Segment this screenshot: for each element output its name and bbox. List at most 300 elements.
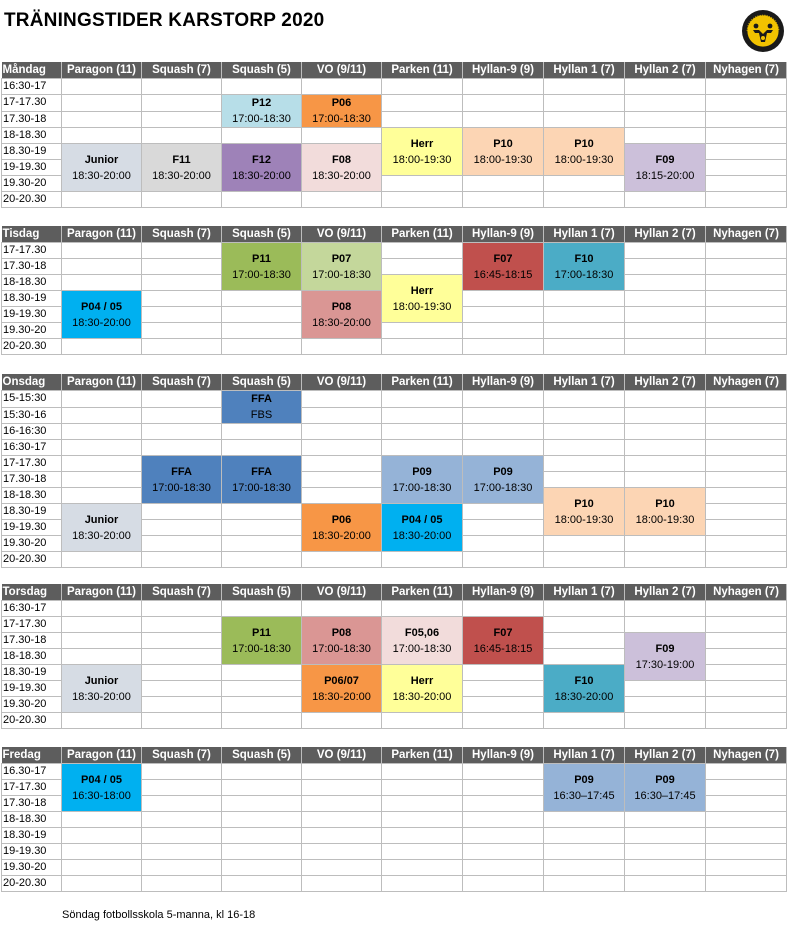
time-slot: 18-18.30 — [2, 649, 62, 665]
empty-cell — [544, 552, 625, 568]
table-row — [2, 339, 787, 355]
empty-cell — [625, 192, 706, 208]
empty-cell — [222, 665, 302, 681]
time-slot: 18-18.30 — [2, 275, 62, 291]
time-range: 17:00-18:30 — [312, 113, 371, 125]
column-header: Hyllan 1 (7) — [544, 374, 625, 391]
column-header: VO (9/11) — [302, 374, 382, 391]
table-row — [2, 424, 787, 440]
time-slot: 18.30-19 — [2, 504, 62, 520]
empty-cell — [302, 552, 382, 568]
empty-cell — [706, 424, 787, 440]
empty-cell — [625, 552, 706, 568]
time-range: 18:30-20:00 — [72, 316, 131, 329]
table-row — [2, 844, 787, 860]
time-slot: 19.30-20 — [2, 176, 62, 192]
time-slot: 18-18.30 — [2, 488, 62, 504]
empty-cell — [544, 391, 625, 408]
empty-cell — [706, 95, 787, 112]
time-slot: 19-19.30 — [2, 681, 62, 697]
empty-cell — [706, 144, 787, 160]
empty-cell — [142, 111, 222, 128]
empty-cell — [706, 764, 787, 780]
team-code: P08 — [331, 626, 352, 639]
empty-cell — [544, 472, 625, 488]
empty-cell — [544, 812, 625, 828]
team-code: FFA — [171, 465, 192, 478]
column-header: Parken (11) — [382, 226, 463, 243]
empty-cell — [222, 713, 302, 729]
empty-cell — [142, 339, 222, 355]
column-header: VO (9/11) — [302, 226, 382, 243]
time-range: 18:30-20:00 — [312, 316, 371, 329]
time-slot: 16-16:30 — [2, 424, 62, 440]
training-block — [625, 764, 706, 812]
training-block — [382, 665, 463, 713]
training-block — [302, 291, 382, 339]
empty-cell — [382, 79, 463, 95]
empty-cell — [463, 681, 544, 697]
team-code: Herr — [410, 284, 434, 297]
empty-cell — [706, 649, 787, 665]
table-row — [2, 812, 787, 828]
column-header: Hyllan-9 (9) — [463, 374, 544, 391]
time-slot: 17.30-18 — [2, 796, 62, 812]
empty-cell — [302, 796, 382, 812]
training-block — [142, 144, 222, 192]
time-slot: 19-19.30 — [2, 520, 62, 536]
empty-cell — [382, 243, 463, 259]
empty-cell — [706, 259, 787, 275]
column-header: Hyllan-9 (9) — [463, 226, 544, 243]
empty-cell — [142, 780, 222, 796]
team-code: F08 — [332, 153, 351, 166]
empty-cell — [222, 79, 302, 95]
table-row — [2, 601, 787, 617]
empty-cell — [142, 860, 222, 876]
empty-cell — [382, 876, 463, 892]
empty-cell — [382, 860, 463, 876]
time-range: 18:30-20:00 — [554, 690, 614, 703]
empty-cell — [706, 291, 787, 307]
time-range: 17:00-18:30 — [152, 481, 211, 494]
empty-cell — [142, 520, 222, 536]
empty-cell — [62, 812, 142, 828]
day-name: Tisdag — [2, 226, 62, 243]
time-range: 17:00-18:30 — [312, 642, 371, 655]
time-slot: 19.30-20 — [2, 697, 62, 713]
empty-cell — [142, 633, 222, 649]
time-slot: 15:30-16 — [2, 407, 62, 424]
time-range: 18:30-20:00 — [392, 690, 452, 703]
empty-cell — [302, 601, 382, 617]
training-block — [62, 291, 142, 339]
empty-cell — [222, 192, 302, 208]
day-name: Fredag — [2, 747, 62, 764]
empty-cell — [625, 407, 706, 424]
empty-cell — [62, 192, 142, 208]
time-range: 18:00-19:30 — [473, 153, 533, 166]
empty-cell — [382, 796, 463, 812]
time-slot: 17-17.30 — [2, 617, 62, 633]
empty-cell — [142, 391, 222, 408]
empty-cell — [142, 407, 222, 424]
time-range: 18:30-20:00 — [312, 169, 371, 182]
empty-cell — [142, 876, 222, 892]
empty-cell — [625, 95, 706, 112]
team-code: Junior — [84, 513, 119, 526]
column-header: VO (9/11) — [302, 747, 382, 764]
empty-cell — [706, 780, 787, 796]
time-range: 18:30-20:00 — [72, 690, 131, 703]
schedule-table — [1, 374, 787, 568]
training-block — [302, 144, 382, 192]
empty-cell — [302, 488, 382, 504]
empty-cell — [463, 192, 544, 208]
empty-cell — [463, 339, 544, 355]
time-range: 17:00-18:30 — [312, 268, 371, 281]
empty-cell — [544, 407, 625, 424]
empty-cell — [382, 713, 463, 729]
time-range: 18:15-20:00 — [635, 169, 695, 182]
empty-cell — [302, 876, 382, 892]
team-code: Herr — [410, 674, 434, 687]
club-crest-icon — [741, 9, 785, 53]
empty-cell — [544, 323, 625, 339]
table-row — [2, 617, 787, 633]
time-slot: 17-17.30 — [2, 95, 62, 112]
footer-note: Söndag fotbollsskola 5-manna, kl 16-18 — [62, 909, 256, 921]
column-header: Paragon (11) — [62, 226, 142, 243]
time-range: 17:00-18:30 — [232, 113, 291, 125]
day-name: Måndag — [2, 62, 62, 79]
time-slot: 17-17.30 — [2, 243, 62, 259]
empty-cell — [62, 391, 142, 408]
empty-cell — [544, 440, 625, 456]
empty-cell — [302, 828, 382, 844]
empty-cell — [625, 391, 706, 408]
table-row — [2, 259, 787, 275]
empty-cell — [222, 504, 302, 520]
empty-cell — [382, 323, 463, 339]
empty-cell — [463, 665, 544, 681]
empty-cell — [706, 79, 787, 95]
empty-cell — [625, 339, 706, 355]
training-block — [382, 504, 463, 552]
table-row — [2, 407, 787, 424]
team-code: P06 — [331, 97, 352, 109]
column-header: Squash (5) — [222, 226, 302, 243]
team-code: P09 — [493, 465, 513, 478]
empty-cell — [222, 796, 302, 812]
empty-cell — [62, 243, 142, 259]
team-code: P04 / 05 — [81, 300, 122, 313]
day-section — [1, 584, 786, 729]
time-slot: 19.30-20 — [2, 536, 62, 552]
column-header: Hyllan 1 (7) — [544, 747, 625, 764]
empty-cell — [62, 79, 142, 95]
training-block — [463, 456, 544, 504]
empty-cell — [142, 275, 222, 291]
empty-cell — [706, 339, 787, 355]
empty-cell — [625, 860, 706, 876]
team-code: P06 — [331, 513, 352, 526]
team-code: P10 — [574, 137, 594, 150]
empty-cell — [544, 860, 625, 876]
team-code: P04 / 05 — [401, 513, 443, 526]
empty-cell — [222, 780, 302, 796]
empty-cell — [625, 876, 706, 892]
column-header: Hyllan-9 (9) — [463, 62, 544, 79]
empty-cell — [62, 876, 142, 892]
day-section — [1, 62, 786, 208]
empty-cell — [706, 111, 787, 128]
empty-cell — [302, 764, 382, 780]
column-header: Hyllan 1 (7) — [544, 62, 625, 79]
table-row — [2, 95, 787, 112]
empty-cell — [302, 339, 382, 355]
empty-cell — [302, 407, 382, 424]
training-block — [222, 456, 302, 504]
team-code: F11 — [172, 153, 191, 166]
day-section — [1, 226, 786, 355]
table-row — [2, 764, 787, 780]
time-slot: 17.30-18 — [2, 111, 62, 128]
empty-cell — [302, 860, 382, 876]
empty-cell — [463, 424, 544, 440]
team-code: Herr — [410, 137, 434, 150]
training-block — [222, 95, 302, 128]
time-range: 16:30-18:00 — [72, 789, 131, 802]
column-header: Squash (5) — [222, 747, 302, 764]
time-range: 18:30-20:00 — [312, 690, 371, 703]
empty-cell — [142, 649, 222, 665]
empty-cell — [463, 601, 544, 617]
time-slot: 20-20.30 — [2, 713, 62, 729]
team-code: F07 — [493, 252, 513, 265]
empty-cell — [625, 617, 706, 633]
column-header: Hyllan 1 (7) — [544, 226, 625, 243]
empty-cell — [222, 323, 302, 339]
empty-cell — [222, 844, 302, 860]
team-code: F09 — [655, 642, 675, 655]
training-block — [544, 488, 625, 536]
empty-cell — [544, 424, 625, 440]
training-block — [382, 128, 463, 176]
team-code: P10 — [655, 497, 675, 510]
table-row — [2, 828, 787, 844]
table-row — [2, 440, 787, 456]
empty-cell — [706, 697, 787, 713]
team-code: P10 — [493, 137, 513, 150]
empty-cell — [222, 764, 302, 780]
empty-cell — [222, 440, 302, 456]
empty-cell — [382, 440, 463, 456]
empty-cell — [62, 111, 142, 128]
column-header: Squash (5) — [222, 374, 302, 391]
column-header: Hyllan 1 (7) — [544, 584, 625, 601]
time-range: 18:00-19:30 — [554, 153, 614, 166]
empty-cell — [463, 520, 544, 536]
empty-cell — [142, 764, 222, 780]
empty-cell — [62, 601, 142, 617]
empty-cell — [142, 697, 222, 713]
page-title: TRÄNINGSTIDER KARSTORP 2020 — [4, 10, 325, 31]
empty-cell — [706, 440, 787, 456]
empty-cell — [706, 275, 787, 291]
time-range: 17:00-18:30 — [473, 481, 533, 494]
column-header: Squash (7) — [142, 747, 222, 764]
empty-cell — [142, 681, 222, 697]
empty-cell — [142, 307, 222, 323]
time-slot: 18.30-19 — [2, 291, 62, 307]
time-range: FBS — [250, 409, 273, 421]
day-section — [1, 374, 786, 568]
empty-cell — [302, 456, 382, 472]
empty-cell — [544, 111, 625, 128]
empty-cell — [382, 601, 463, 617]
empty-cell — [222, 424, 302, 440]
team-code: P11 — [252, 626, 271, 639]
training-block — [544, 128, 625, 176]
empty-cell — [463, 536, 544, 552]
schedule-table — [1, 584, 787, 729]
training-block — [544, 764, 625, 812]
column-header: Squash (7) — [142, 226, 222, 243]
empty-cell — [62, 472, 142, 488]
empty-cell — [142, 812, 222, 828]
empty-cell — [62, 407, 142, 424]
team-code: FFA — [251, 393, 272, 405]
column-header: Parken (11) — [382, 62, 463, 79]
empty-cell — [706, 536, 787, 552]
empty-cell — [544, 79, 625, 95]
empty-cell — [382, 407, 463, 424]
team-code: P06/07 — [324, 674, 359, 687]
time-slot: 16.30-17 — [2, 764, 62, 780]
empty-cell — [463, 323, 544, 339]
column-header: Hyllan 2 (7) — [625, 374, 706, 391]
empty-cell — [222, 828, 302, 844]
time-slot: 18-18.30 — [2, 128, 62, 144]
empty-cell — [544, 633, 625, 649]
team-code: F09 — [655, 153, 675, 166]
training-block — [544, 243, 625, 291]
time-slot: 15-15:30 — [2, 391, 62, 408]
training-block — [222, 243, 302, 291]
empty-cell — [222, 601, 302, 617]
empty-cell — [382, 552, 463, 568]
column-header: Parken (11) — [382, 747, 463, 764]
empty-cell — [62, 259, 142, 275]
table-row — [2, 128, 787, 144]
time-range: 17:00-18:30 — [232, 642, 291, 655]
empty-cell — [706, 488, 787, 504]
empty-cell — [463, 307, 544, 323]
training-block — [302, 504, 382, 552]
empty-cell — [302, 391, 382, 408]
empty-cell — [625, 601, 706, 617]
empty-cell — [302, 424, 382, 440]
empty-cell — [463, 504, 544, 520]
empty-cell — [544, 339, 625, 355]
empty-cell — [463, 391, 544, 408]
empty-cell — [463, 407, 544, 424]
training-block — [222, 144, 302, 192]
column-header: Hyllan 2 (7) — [625, 226, 706, 243]
time-slot: 17.30-18 — [2, 472, 62, 488]
empty-cell — [222, 520, 302, 536]
empty-cell — [302, 440, 382, 456]
training-block — [142, 456, 222, 504]
empty-cell — [142, 291, 222, 307]
time-range: 16:30–17:45 — [634, 789, 696, 802]
team-code: P12 — [251, 97, 272, 109]
empty-cell — [544, 307, 625, 323]
time-range: 18:30-20:00 — [312, 529, 371, 542]
empty-cell — [142, 79, 222, 95]
team-code: P09 — [412, 465, 432, 478]
empty-cell — [302, 79, 382, 95]
empty-cell — [544, 617, 625, 633]
empty-cell — [382, 192, 463, 208]
empty-cell — [544, 876, 625, 892]
time-slot: 19-19.30 — [2, 160, 62, 176]
empty-cell — [62, 456, 142, 472]
column-header: Hyllan 2 (7) — [625, 62, 706, 79]
empty-cell — [625, 259, 706, 275]
empty-cell — [142, 796, 222, 812]
column-header: VO (9/11) — [302, 584, 382, 601]
empty-cell — [544, 95, 625, 112]
time-range: 16:45-18:15 — [473, 268, 533, 281]
empty-cell — [142, 844, 222, 860]
empty-cell — [463, 79, 544, 95]
empty-cell — [463, 812, 544, 828]
empty-cell — [706, 601, 787, 617]
empty-cell — [625, 307, 706, 323]
empty-cell — [544, 192, 625, 208]
empty-cell — [706, 665, 787, 681]
empty-cell — [142, 536, 222, 552]
empty-cell — [544, 176, 625, 192]
table-row — [2, 111, 787, 128]
empty-cell — [544, 828, 625, 844]
empty-cell — [382, 828, 463, 844]
empty-cell — [302, 192, 382, 208]
team-code: F12 — [252, 153, 271, 166]
empty-cell — [382, 844, 463, 860]
empty-cell — [142, 128, 222, 144]
empty-cell — [463, 860, 544, 876]
empty-cell — [544, 649, 625, 665]
empty-cell — [544, 844, 625, 860]
time-slot: 16:30-17 — [2, 601, 62, 617]
empty-cell — [222, 291, 302, 307]
empty-cell — [625, 681, 706, 697]
empty-cell — [625, 536, 706, 552]
empty-cell — [62, 713, 142, 729]
time-slot: 17.30-18 — [2, 633, 62, 649]
empty-cell — [382, 424, 463, 440]
time-range: 18:00-19:30 — [554, 513, 614, 526]
empty-cell — [382, 780, 463, 796]
empty-cell — [142, 95, 222, 112]
column-header: Parken (11) — [382, 584, 463, 601]
empty-cell — [62, 128, 142, 144]
empty-cell — [142, 828, 222, 844]
empty-cell — [706, 323, 787, 339]
